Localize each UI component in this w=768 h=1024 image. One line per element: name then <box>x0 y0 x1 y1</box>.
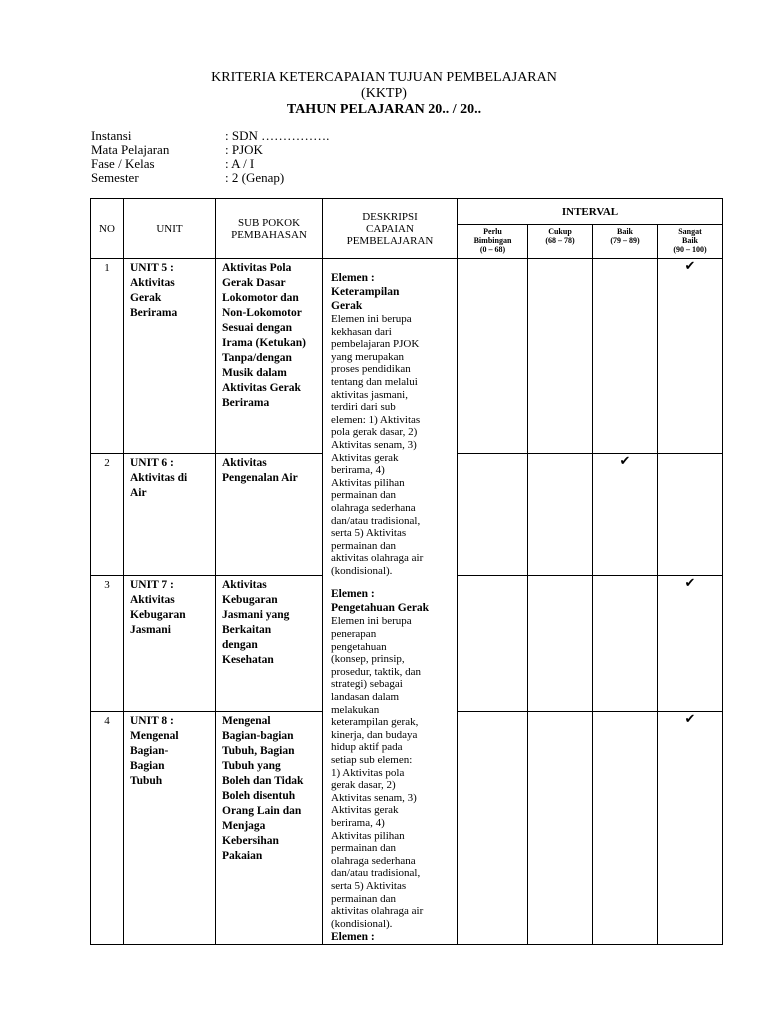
unit-cell <box>124 576 216 711</box>
info-key: Mata Pelajaran <box>91 142 170 157</box>
info-key: Semester <box>91 170 139 185</box>
desc-text: serta 5) Aktivitas <box>331 879 407 892</box>
desc-text: 1) Aktivitas pola <box>331 766 405 779</box>
title-line-1: KRITERIA KETERCAPAIAN TUJUAN PEMBELAJARAN <box>211 70 557 85</box>
cell-cukup <box>528 453 593 575</box>
cell-perlu-bimbingan <box>458 576 528 711</box>
sub-pokok-cell <box>216 576 323 711</box>
header-text: SUB POKOK <box>237 216 301 229</box>
sub-text: Tanpa/dengan <box>222 352 292 364</box>
element-heading: Elemen : <box>331 588 375 601</box>
row-number: 1 <box>91 259 124 454</box>
desc-text: Aktivitas pilihan <box>331 829 405 842</box>
check-icon: ✔ <box>684 258 696 273</box>
sub-text: Pakaian <box>222 849 263 862</box>
info-key: Fase / Kelas <box>91 156 155 171</box>
desc-text: keterampilan gerak, <box>331 716 419 729</box>
sub-text: Lokomotor dan <box>222 292 299 304</box>
sub-pokok-cell <box>216 259 323 454</box>
header-text: (0 – 68) <box>479 245 506 254</box>
sub-text: Kebugaran <box>222 594 278 607</box>
desc-text: dan/atau tradisional, <box>331 867 421 880</box>
cell-baik <box>593 259 658 454</box>
element-heading: Pengetahuan Gerak <box>331 602 430 615</box>
unit-text: UNIT 8 : <box>130 714 174 727</box>
unit-text: UNIT 5 : <box>130 262 174 274</box>
header-interval: INTERVAL <box>458 199 723 225</box>
desc-text: melakukan <box>331 703 380 716</box>
header-deskripsi <box>323 199 458 259</box>
info-row-mapel <box>91 143 329 157</box>
unit-cell <box>124 453 216 575</box>
desc-text: olahraga sederhana <box>331 501 416 514</box>
header-text: CAPAIAN <box>366 222 414 235</box>
info-row-fase <box>91 157 329 171</box>
header-text: PEMBELAJARAN <box>346 234 434 247</box>
sub-text: Non-Lokomotor <box>222 307 302 319</box>
header-unit: UNIT <box>124 199 216 259</box>
cell-sangat-baik <box>658 576 723 711</box>
check-icon: ✔ <box>684 575 696 591</box>
desc-text: pola gerak dasar, 2) <box>331 426 418 439</box>
header-baik <box>593 225 658 259</box>
desc-text: kekhasan dari <box>331 325 392 338</box>
sub-text: Boleh disentuh <box>222 789 296 802</box>
sub-text: Berkaitan <box>222 624 272 637</box>
desc-text: Aktivitas senam, 3) <box>331 438 417 451</box>
header-text: Sangat <box>678 227 702 236</box>
header-perlu-bimbingan <box>458 225 528 259</box>
desc-text: kinerja, dan budaya <box>331 728 418 741</box>
desc-text: (kondisional). <box>331 917 393 930</box>
sub-text: Kesehatan <box>222 654 274 667</box>
desc-text: proses pendidikan <box>331 363 411 376</box>
row-number: 4 <box>91 711 124 945</box>
header-row-1 <box>91 199 723 225</box>
desc-text: pembelajaran PJOK <box>331 338 420 351</box>
header-text: Baik <box>682 236 699 245</box>
unit-text: Aktivitas <box>130 594 175 607</box>
unit-text: Bagian- <box>130 744 169 757</box>
unit-text: UNIT 7 : <box>130 579 174 592</box>
desc-text: berirama, 4) <box>331 816 385 829</box>
desc-text: Aktivitas gerak <box>331 451 399 464</box>
desc-text: permainan dan <box>331 892 397 905</box>
unit-cell <box>124 259 216 454</box>
sub-text: Pengenalan Air <box>222 471 298 484</box>
sub-text: Gerak Dasar <box>222 277 286 289</box>
info-row-semester <box>91 171 329 185</box>
header-text: Perlu <box>483 227 502 236</box>
info-key: Instansi <box>91 128 132 143</box>
desc-text: Elemen ini berupa <box>331 313 412 325</box>
check-icon: ✔ <box>684 710 696 726</box>
unit-text: Jasmani <box>130 624 171 637</box>
desc-text: aktivitas olahraga air <box>331 552 424 565</box>
header-text: (79 – 89) <box>610 236 640 245</box>
cell-perlu-bimbingan <box>458 711 528 945</box>
header-sub-pokok <box>216 199 323 259</box>
sub-pokok-cell <box>216 711 323 945</box>
unit-text: Kebugaran <box>130 609 186 622</box>
unit-cell <box>124 711 216 945</box>
unit-text: Aktivitas <box>130 277 175 289</box>
desc-text: permainan dan <box>331 489 397 502</box>
cell-baik <box>593 711 658 945</box>
info-value: : 2 (Genap) <box>225 170 285 185</box>
check-icon: ✔ <box>619 452 631 468</box>
info-value: : SDN ……………. <box>225 128 330 143</box>
desc-text: (kondisional). <box>331 564 393 577</box>
header-sangat-baik <box>658 225 723 259</box>
desc-text: serta 5) Aktivitas <box>331 527 407 540</box>
row-number: 2 <box>91 453 124 575</box>
sub-text: Tubuh yang <box>222 759 281 772</box>
unit-text: UNIT 6 : <box>130 456 174 469</box>
unit-text: Mengenal <box>130 729 179 742</box>
desc-text: penerapan <box>331 628 377 641</box>
sub-text: Bagian-bagian <box>222 729 294 742</box>
sub-text: Jasmani yang <box>222 609 290 622</box>
sub-pokok-cell <box>216 453 323 575</box>
sub-text: Irama (Ketukan) <box>222 337 307 349</box>
unit-text: Berirama <box>130 307 178 319</box>
header-text: (68 – 78) <box>545 236 575 245</box>
unit-text: Gerak <box>130 292 162 304</box>
desc-text: terdiri dari sub <box>331 401 396 414</box>
cell-baik <box>593 576 658 711</box>
desc-text: prosedur, taktik, dan <box>331 665 421 678</box>
header-cukup <box>528 225 593 259</box>
info-block <box>91 129 329 185</box>
sub-text: dengan <box>222 639 258 652</box>
unit-text: Aktivitas di <box>130 471 188 484</box>
header-text: PEMBAHASAN <box>231 228 307 241</box>
deskripsi-cell <box>323 259 458 945</box>
cell-baik <box>593 453 658 575</box>
element-heading: Gerak <box>331 300 363 312</box>
cell-sangat-baik <box>658 259 723 454</box>
desc-text: permainan dan <box>331 842 397 855</box>
sub-text: Tubuh, Bagian <box>222 744 295 757</box>
header-text: Bimbingan <box>473 236 512 245</box>
unit-text: Tubuh <box>130 774 163 787</box>
info-value: : A / I <box>225 156 255 171</box>
sub-text: Kebersihan <box>222 834 279 847</box>
document-title <box>0 70 768 118</box>
desc-text: aktivitas olahraga air <box>331 905 424 918</box>
kktp-table <box>90 198 723 945</box>
spacer <box>331 577 453 587</box>
desc-text: aktivitas jasmani, <box>331 388 408 401</box>
desc-text: berirama, 4) <box>331 464 385 477</box>
table-row <box>91 259 723 454</box>
desc-text: (konsep, prinsip, <box>331 653 405 666</box>
header-no: NO <box>91 199 124 259</box>
sub-text: Aktivitas Pola <box>222 262 292 274</box>
info-value: : PJOK <box>225 142 263 157</box>
title-line-3: TAHUN PELAJARAN 20.. / 20.. <box>286 102 482 117</box>
title-line-2: (KKTP) <box>361 86 407 101</box>
desc-text: pengetahuan <box>331 640 387 653</box>
row-number: 3 <box>91 576 124 711</box>
header-text: Baik <box>616 227 633 236</box>
sub-text: Aktivitas <box>222 456 267 469</box>
sub-text: Berirama <box>222 397 270 409</box>
desc-text: gerak dasar, 2) <box>331 779 396 792</box>
info-row-instansi <box>91 129 329 143</box>
desc-text: strategi) sebagai <box>331 678 403 691</box>
sub-text: Orang Lain dan <box>222 804 302 817</box>
unit-text: Bagian <box>130 759 165 772</box>
cell-sangat-baik <box>658 453 723 575</box>
sub-text: Musik dalam <box>222 367 287 379</box>
desc-text: landasan dalam <box>331 691 400 704</box>
desc-text: Aktivitas pilihan <box>331 476 405 489</box>
sub-text: Boleh dan Tidak <box>222 774 304 787</box>
desc-text: tentang dan melalui <box>331 375 418 388</box>
element-heading: Elemen : <box>331 272 375 284</box>
cell-cukup <box>528 711 593 945</box>
sub-text: Aktivitas <box>222 579 267 592</box>
desc-text: elemen: 1) Aktivitas <box>331 413 421 426</box>
sub-text: Sesuai dengan <box>222 322 292 334</box>
cell-perlu-bimbingan <box>458 259 528 454</box>
desc-text: permainan dan <box>331 539 397 552</box>
desc-text: Aktivitas gerak <box>331 804 399 817</box>
desc-text: hidup aktif pada <box>331 741 403 754</box>
desc-text: setiap sub elemen: <box>331 754 413 766</box>
sub-text: Menjaga <box>222 819 266 832</box>
header-text: Cukup <box>548 227 572 236</box>
cell-sangat-baik <box>658 711 723 945</box>
sub-text: Aktivitas Gerak <box>222 382 301 394</box>
element-heading: Elemen : <box>331 931 375 944</box>
desc-text: Elemen ini berupa <box>331 615 412 628</box>
sub-text: Mengenal <box>222 714 271 727</box>
element-heading: Keterampilan <box>331 286 400 298</box>
desc-text: olahraga sederhana <box>331 854 416 867</box>
cell-cukup <box>528 576 593 711</box>
desc-text: dan/atau tradisional, <box>331 514 421 527</box>
unit-text: Air <box>130 486 147 499</box>
spacer <box>331 261 453 271</box>
header-text: DESKRIPSI <box>362 210 418 223</box>
cell-cukup <box>528 259 593 454</box>
desc-text: Aktivitas senam, 3) <box>331 791 417 804</box>
header-text: (90 – 100) <box>673 245 707 254</box>
desc-text: yang merupakan <box>331 350 404 363</box>
cell-perlu-bimbingan <box>458 453 528 575</box>
